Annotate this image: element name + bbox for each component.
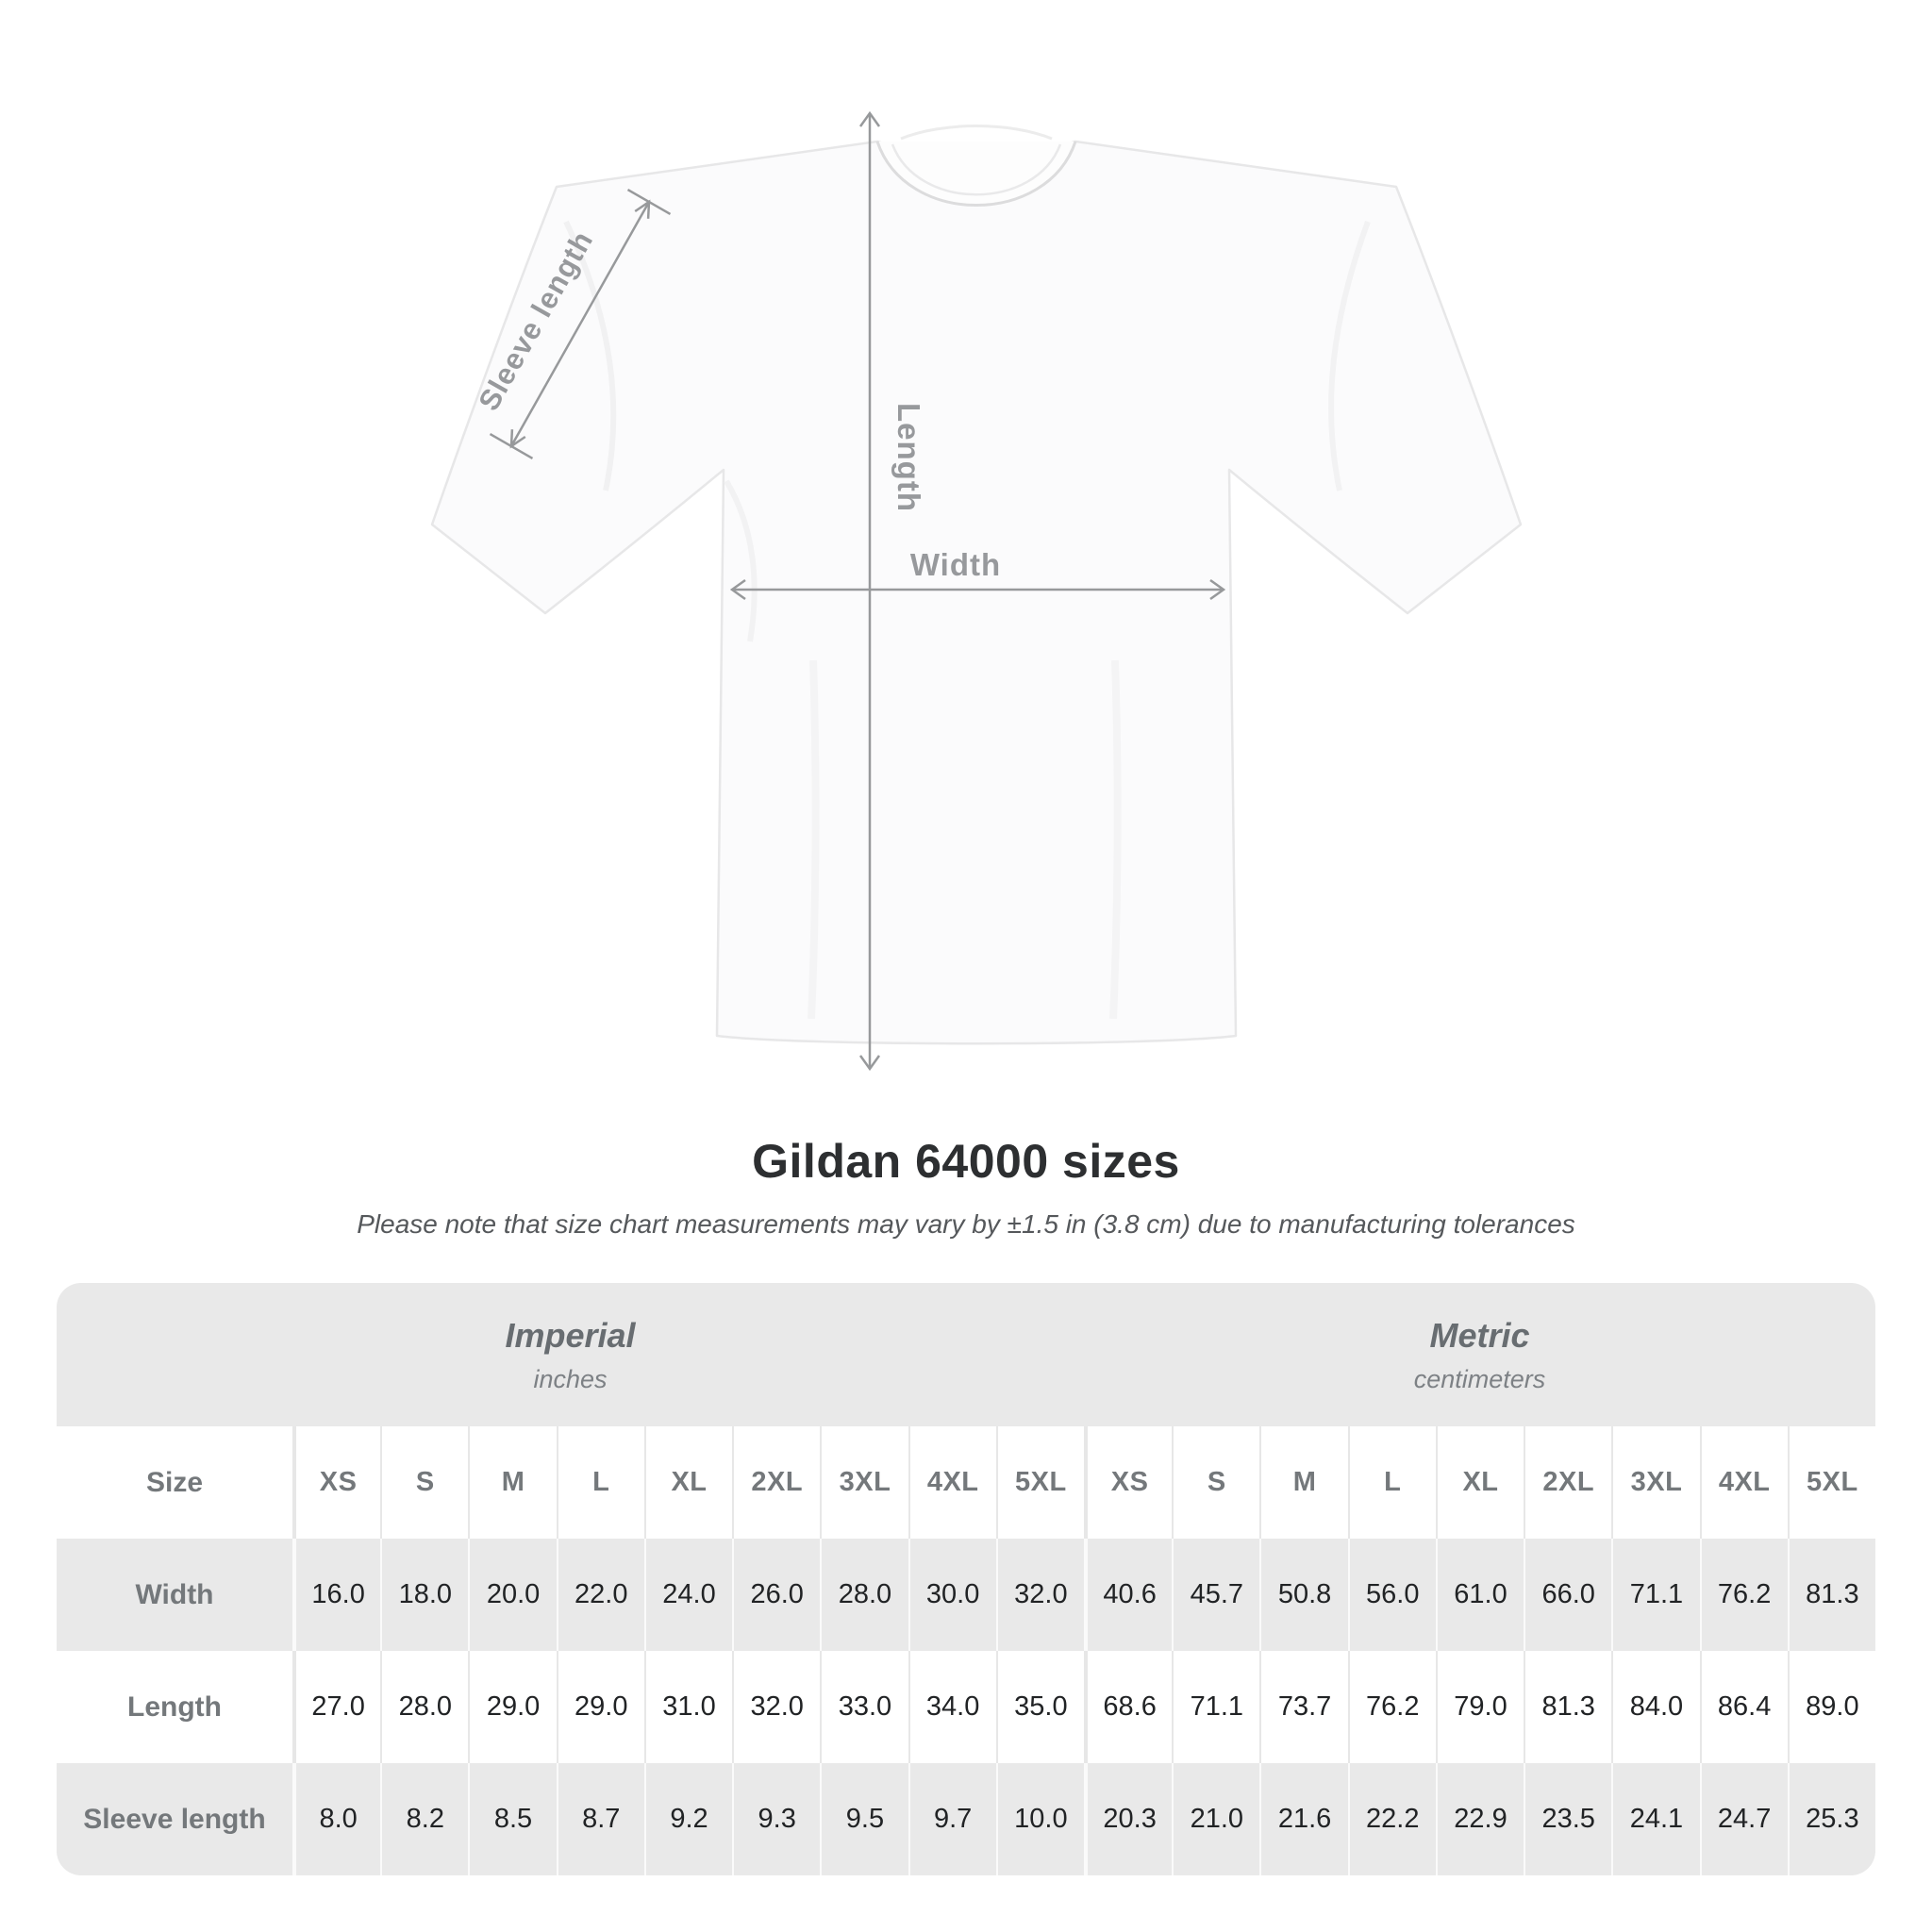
value-cell: 20.0 <box>468 1539 556 1651</box>
value-cell: 21.6 <box>1259 1763 1347 1875</box>
value-cell: 32.0 <box>732 1651 820 1763</box>
value-cell: 28.0 <box>820 1539 908 1651</box>
size-header-cell: S <box>1172 1426 1259 1539</box>
value-cell: 9.5 <box>820 1763 908 1875</box>
value-cell: 22.2 <box>1348 1763 1436 1875</box>
size-header-cell: M <box>1259 1426 1347 1539</box>
row-label: Sleeve length <box>83 1803 266 1835</box>
value-cell: 40.6 <box>1084 1539 1172 1651</box>
size-header-cell: 3XL <box>820 1426 908 1539</box>
value-cell: 45.7 <box>1172 1539 1259 1651</box>
value-cell: 71.1 <box>1172 1651 1259 1763</box>
value-cell: 22.9 <box>1436 1763 1524 1875</box>
value-cell: 30.0 <box>908 1539 996 1651</box>
size-header-cell: XL <box>644 1426 732 1539</box>
unit-header-row <box>57 1283 1875 1426</box>
width-label: Width <box>909 547 1002 582</box>
value-cell: 8.0 <box>292 1763 380 1875</box>
imperial-title: Imperial <box>505 1315 636 1355</box>
value-cell: 76.2 <box>1700 1539 1788 1651</box>
tshirt-graphic <box>432 126 1521 1044</box>
value-cell: 22.0 <box>557 1539 644 1651</box>
value-cell: 20.3 <box>1084 1763 1172 1875</box>
value-cell: 79.0 <box>1436 1651 1524 1763</box>
metric-header <box>1084 1283 1875 1426</box>
value-cell: 33.0 <box>820 1651 908 1763</box>
row-label: Width <box>135 1578 214 1610</box>
value-cell: 81.3 <box>1788 1539 1875 1651</box>
value-cell: 34.0 <box>908 1651 996 1763</box>
value-cell: 86.4 <box>1700 1651 1788 1763</box>
value-cell: 66.0 <box>1524 1539 1611 1651</box>
size-header-cell: L <box>1348 1426 1436 1539</box>
size-header-cell: 5XL <box>996 1426 1084 1539</box>
value-cell: 61.0 <box>1436 1539 1524 1651</box>
value-cell: 27.0 <box>292 1651 380 1763</box>
value-cell: 8.2 <box>380 1763 468 1875</box>
value-cell: 73.7 <box>1259 1651 1347 1763</box>
length-label: Length <box>891 403 926 512</box>
value-cell: 24.7 <box>1700 1763 1788 1875</box>
value-cell: 25.3 <box>1788 1763 1875 1875</box>
row-label: Length <box>127 1690 222 1723</box>
value-cell: 24.1 <box>1611 1763 1699 1875</box>
size-header-cell: 4XL <box>1700 1426 1788 1539</box>
value-cell: 8.5 <box>468 1763 556 1875</box>
value-cell: 16.0 <box>292 1539 380 1651</box>
table-row-length <box>57 1651 1875 1763</box>
value-cell: 9.7 <box>908 1763 996 1875</box>
size-column-label: Size <box>145 1466 204 1498</box>
value-cell: 50.8 <box>1259 1539 1347 1651</box>
value-cell: 31.0 <box>644 1651 732 1763</box>
imperial-header <box>57 1283 1084 1426</box>
value-cell: 71.1 <box>1611 1539 1699 1651</box>
tolerance-note: Please note that size chart measurements may vary by ±1.5 in (3.8 cm) due to manufacturing tolerances <box>357 1209 1575 1239</box>
size-header-cell: M <box>468 1426 556 1539</box>
size-header-cell: 3XL <box>1611 1426 1699 1539</box>
value-cell: 8.7 <box>557 1763 644 1875</box>
table-row-sleeve-length <box>57 1763 1875 1875</box>
value-cell: 81.3 <box>1524 1651 1611 1763</box>
size-header-cell: S <box>380 1426 468 1539</box>
size-header-cell: XS <box>1084 1426 1172 1539</box>
value-cell: 29.0 <box>468 1651 556 1763</box>
value-cell: 26.0 <box>732 1539 820 1651</box>
tshirt-diagram <box>358 47 1547 1123</box>
value-cell: 10.0 <box>996 1763 1084 1875</box>
size-table <box>57 1283 1875 1875</box>
value-cell: 76.2 <box>1348 1651 1436 1763</box>
size-header-row <box>57 1426 1875 1539</box>
value-cell: 18.0 <box>380 1539 468 1651</box>
size-header-cell: 4XL <box>908 1426 996 1539</box>
size-header-cell: 5XL <box>1788 1426 1875 1539</box>
size-header-cell: 2XL <box>732 1426 820 1539</box>
size-header-cell: L <box>557 1426 644 1539</box>
size-header-cell: XL <box>1436 1426 1524 1539</box>
page-title: Gildan 64000 sizes <box>752 1135 1180 1188</box>
value-cell: 35.0 <box>996 1651 1084 1763</box>
value-cell: 28.0 <box>380 1651 468 1763</box>
value-cell: 84.0 <box>1611 1651 1699 1763</box>
imperial-unit: inches <box>533 1364 608 1393</box>
value-cell: 9.2 <box>644 1763 732 1875</box>
value-cell: 24.0 <box>644 1539 732 1651</box>
value-cell: 29.0 <box>557 1651 644 1763</box>
sleeve-length-label: Sleeve length <box>472 225 600 417</box>
value-cell: 32.0 <box>996 1539 1084 1651</box>
value-cell: 68.6 <box>1084 1651 1172 1763</box>
value-cell: 89.0 <box>1788 1651 1875 1763</box>
table-row-width <box>57 1539 1875 1651</box>
size-header-cell: 2XL <box>1524 1426 1611 1539</box>
value-cell: 23.5 <box>1524 1763 1611 1875</box>
value-cell: 9.3 <box>732 1763 820 1875</box>
value-cell: 21.0 <box>1172 1763 1259 1875</box>
value-cell: 56.0 <box>1348 1539 1436 1651</box>
size-header-cell: XS <box>292 1426 380 1539</box>
metric-unit: centimeters <box>1413 1364 1546 1393</box>
metric-title: Metric <box>1429 1315 1530 1355</box>
